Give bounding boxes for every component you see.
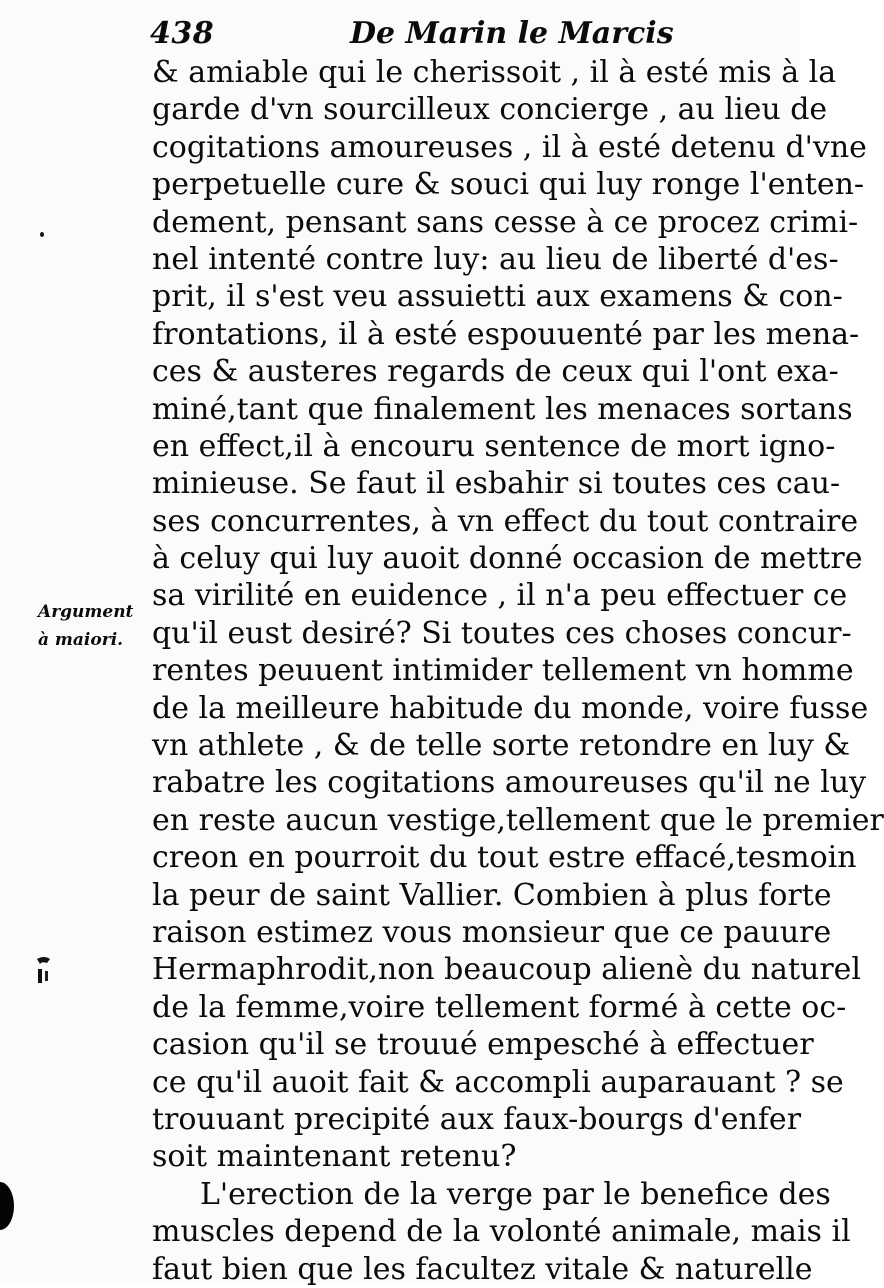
text-line: vn athlete , & de telle sorte retondre en luy &: [152, 728, 851, 764]
text-line: dement, pensant sans cesse à ce procez crimi-: [152, 204, 859, 240]
text-line: L'erection de la verge par le benefice des: [200, 1176, 831, 1212]
margin-ink-mark: [34, 955, 56, 985]
margin-note-line: Argument: [38, 602, 134, 622]
text-line: faut bien que les facultez vitale & naturelle: [152, 1251, 813, 1287]
text-line: perpetuelle cure & souci qui luy ronge l'enten-: [152, 167, 865, 203]
text-line: trouuant precipité aux faux-bourgs d'enfer: [152, 1101, 802, 1137]
running-title: De Marin le Marcis: [350, 16, 674, 51]
margin-note-line: à maiori.: [38, 630, 124, 650]
text-line: la peur de saint Vallier. Combien à plus forte: [152, 877, 832, 913]
text-line: rentes peuuent intimider tellement vn homme: [152, 653, 854, 689]
text-line: miné,tant que finalement les menaces sortans: [152, 391, 853, 427]
text-line: qu'il eust desiré? Si toutes ces choses concur-: [152, 615, 852, 651]
body-text: [152, 54, 884, 1288]
text-line: en reste aucun vestige,tellement que le premier: [152, 802, 884, 838]
text-line: cogitations amoureuses , il à esté detenu d'vne: [152, 129, 867, 165]
ink-speck: [40, 232, 44, 237]
text-line: à celuy qui luy auoit donné occasion de mettre: [152, 541, 863, 577]
text-line: muscles depend de la volonté animale, mais il: [152, 1214, 851, 1250]
text-line: ces & austeres regards de ceux qui l'ont exa-: [152, 354, 839, 390]
text-line: ce qu'il auoit fait & accompli auparauant ? se: [152, 1064, 844, 1100]
text-line: casion qu'il se trouué empesché à effectuer: [152, 1027, 814, 1063]
text-line: de la meilleure habitude du monde, voire fusse: [152, 690, 869, 726]
text-line: & amiable qui le cherissoit , il à esté mis à la: [152, 55, 837, 90]
text-line: minieuse. Se faut il esbahir si toutes ces cau-: [152, 466, 841, 502]
margin-note: [38, 598, 153, 654]
text-line: frontations, il à esté espouuenté par les mena-: [152, 316, 860, 352]
text-line: garde d'vn sourcilleux concierge , au lieu de: [152, 92, 828, 128]
text-line: nel intenté contre luy: au lieu de liberté d'es-: [152, 241, 839, 277]
text-line: raison estimez vous monsieur que ce pauure: [152, 914, 832, 950]
text-line: ses concurrentes, à vn effect du tout contraire: [152, 503, 859, 539]
text-line: en effect,il à encouru sentence de mort igno-: [152, 428, 836, 464]
text-line: sa virilité en euidence , il n'a peu effectuer ce: [152, 578, 848, 614]
text-line: creon en pourroit du tout estre effacé,tesmoin: [152, 840, 857, 876]
running-head: [150, 16, 770, 56]
edge-ink-blot: [0, 1182, 14, 1230]
text-line: rabatre les cogitations amoureuses qu'il ne luy: [152, 765, 867, 801]
text-line: soit maintenant retenu?: [152, 1139, 517, 1175]
text-line: prit, il s'est veu assuietti aux examens & con-: [152, 279, 843, 315]
text-line: Hermaphrodit,non beaucoup alienè du naturel: [152, 952, 862, 988]
page-number: 438: [150, 16, 215, 51]
text-line: de la femme,voire tellement formé à cette oc-: [152, 989, 847, 1025]
